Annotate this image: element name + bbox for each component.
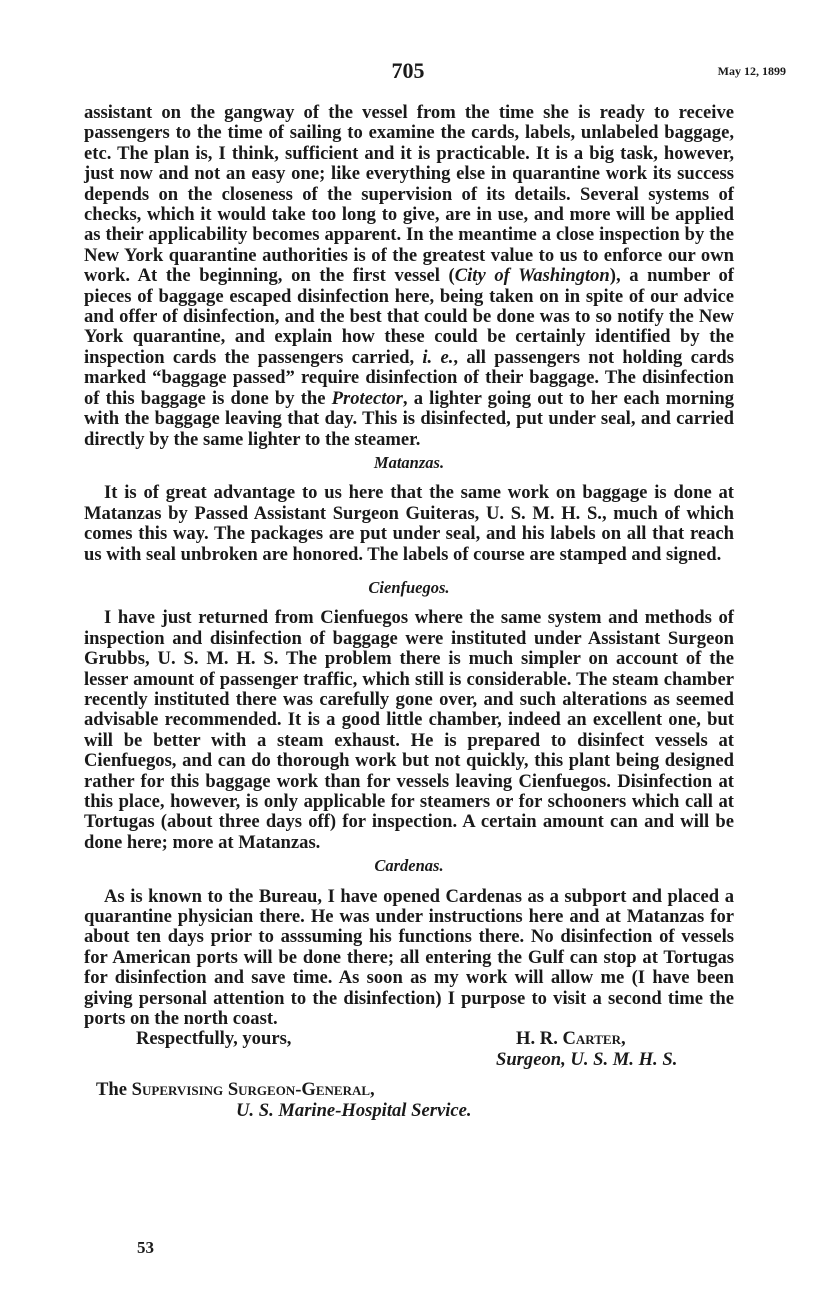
paragraph-matanzas: It is of great advantage to us here that the same work on baggage is done at Matanzas by Passed Assistant Surgeon Guiteras, U. S. M. H. S., much of which comes this way. The packages are put under seal, and his labels on all that reach us with seal unbroken are honored. The labels of course are stamped and signed. (84, 482, 734, 565)
ship-name: City of Washington (454, 265, 610, 287)
heading-cardenas: Cardenas. (374, 856, 444, 876)
closing-line: Respectfully, yours, (136, 1028, 292, 1050)
abbreviation-ie: i. e. (422, 346, 454, 368)
text-segment: , all passengers not holding cards marked “baggage passed” require disinfection of their baggage. The disinfection of this baggage is done by the (84, 346, 735, 409)
text-segment: assistant on the gangway of the vessel from the time she is ready to receive passengers to the time of sailing to examine the cards, labels, unlabeled baggage, etc. The plan is, I think, sufficient and it is practicable. It is a big task, however, just now and not an easy one; like everything else in quarantine work its success depends on the closeness of the supervision of its details. Several systems of checks, which it would take too long to give, are in use, and more will be applied as their applicability becomes apparent. In the meantime a close inspection by the New York quarantine authorities is of the greatest value to us to enforce our own work. At the beginning, on the first vessel ( (84, 102, 734, 287)
page-number: 705 (391, 58, 425, 83)
report-body (84, 103, 734, 1133)
signer-name: H. R. Carter, (516, 1028, 626, 1050)
recipient-service: U. S. Marine-Hospital Service. (236, 1100, 472, 1122)
footer-number: 53 (137, 1238, 154, 1257)
heading-cienfuegos: Cienfuegos. (368, 577, 450, 597)
text-segment: , a lighter going out to her each morning with the baggage leaving that day. This is disinfected, put under seal, and carried directly by the same lighter to the steamer. (84, 387, 734, 450)
paragraph-cardenas: As is known to the Bureau, I have opened Cardenas as a subport and placed a quarantine physician there. He was under instructions here and at Matanzas for about ten days prior to asssuming his functions there. No disinfection of vessels for American ports will be done there; all entering the Gulf can stop at Tortugas for disinfection and save time. As soon as my work will allow me (I have been giving personal attention to the disinfection) I purpose to visit a second time the ports on the north coast. (84, 885, 734, 1030)
recipient-office: Supervising Surgeon-General, (131, 1079, 375, 1101)
page-date: May 12, 1899 (717, 64, 786, 78)
recipient-article: The (96, 1079, 132, 1101)
recipient-line (96, 1080, 375, 1100)
paragraph-baggage-inspection (84, 103, 734, 450)
signer-title: Surgeon, U. S. M. H. S. (496, 1049, 678, 1071)
text-segment: ), a number of pieces of baggage escaped disinfection here, being taken on in spite of our advice and offer of disinfection, and the best that could be done was to so notify the New York quarantine, and explain how these could be certainly identified by the inspection cards the passengers carried, (84, 265, 734, 368)
signature-block (84, 1029, 734, 1133)
paragraph-cienfuegos: I have just returned from Cienfuegos where the same system and methods of inspection and disinfection of baggage were instituted under Assistant Surgeon Grubbs, U. S. M. H. S. The problem there is much simpler on account of the lesser amount of passenger traffic, which still is considerable. The steam chamber recently instituted there was carefully gone over, and such alterations as seemed advisable recommended. It is a good little chamber, indeed an excellent one, but will be better with a steam exhaust. He is prepared to disinfect vessels at Cienfuegos, and can do thorough work but not quickly, this plant being designed rather for this baggage work than for vessels leaving Cienfuegos. Disinfection at this place, however, is only applicable for steamers or for schooners which call at Tortugas (about three days off) for inspection. A certain amount can and will be done here; more at Matanzas. (84, 607, 734, 853)
heading-matanzas: Matanzas. (373, 452, 445, 472)
lighter-name: Protector (331, 387, 403, 409)
